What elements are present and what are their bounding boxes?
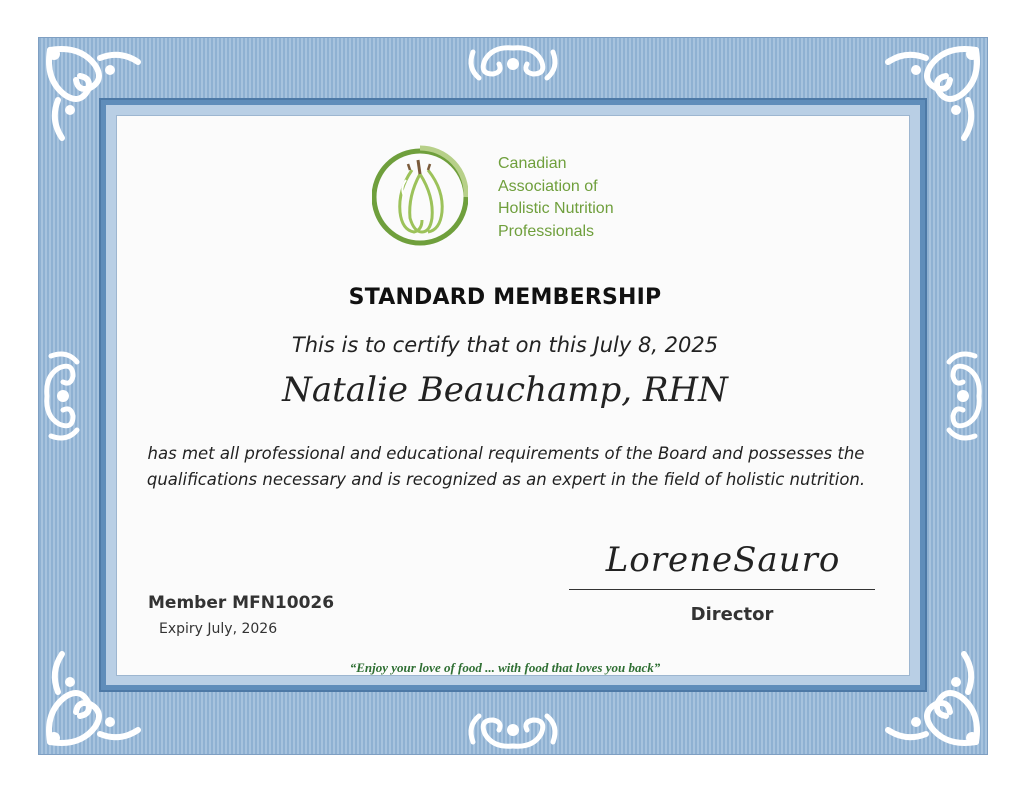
organization-name-line: Association of <box>498 177 598 195</box>
director-signature: LoreneSauro <box>605 540 841 580</box>
pear-logo-icon <box>372 140 468 254</box>
member-id: Member MFN10026 <box>148 593 335 613</box>
motto: “Enjoy your love of food ... with food that loves you back” <box>349 660 661 675</box>
organization-name-line: Professionals <box>498 222 595 240</box>
certificate-title: STANDARD MEMBERSHIP <box>348 285 662 310</box>
recipient-name: Natalie Beauchamp, RHN <box>282 370 728 410</box>
statement-line: has met all professional and educational requirements of the Board and possesses the <box>147 444 865 463</box>
edge-ornament-top <box>463 42 563 86</box>
organization-name-line: Canadian <box>498 155 567 172</box>
organization-name-line: Holistic Nutrition <box>498 200 614 217</box>
certify-line: This is to certify that on this July 8, 2025 <box>291 333 719 357</box>
signature-line <box>569 589 875 590</box>
certificate-statement <box>130 441 882 493</box>
edge-ornament-bottom <box>463 708 563 752</box>
signature-role: Director <box>690 604 774 625</box>
member-expiry: Expiry July, 2026 <box>159 621 278 637</box>
statement-line: qualifications necessary and is recognized as an expert in the field of holistic nutrition. <box>146 470 866 489</box>
organization-name <box>498 153 614 243</box>
